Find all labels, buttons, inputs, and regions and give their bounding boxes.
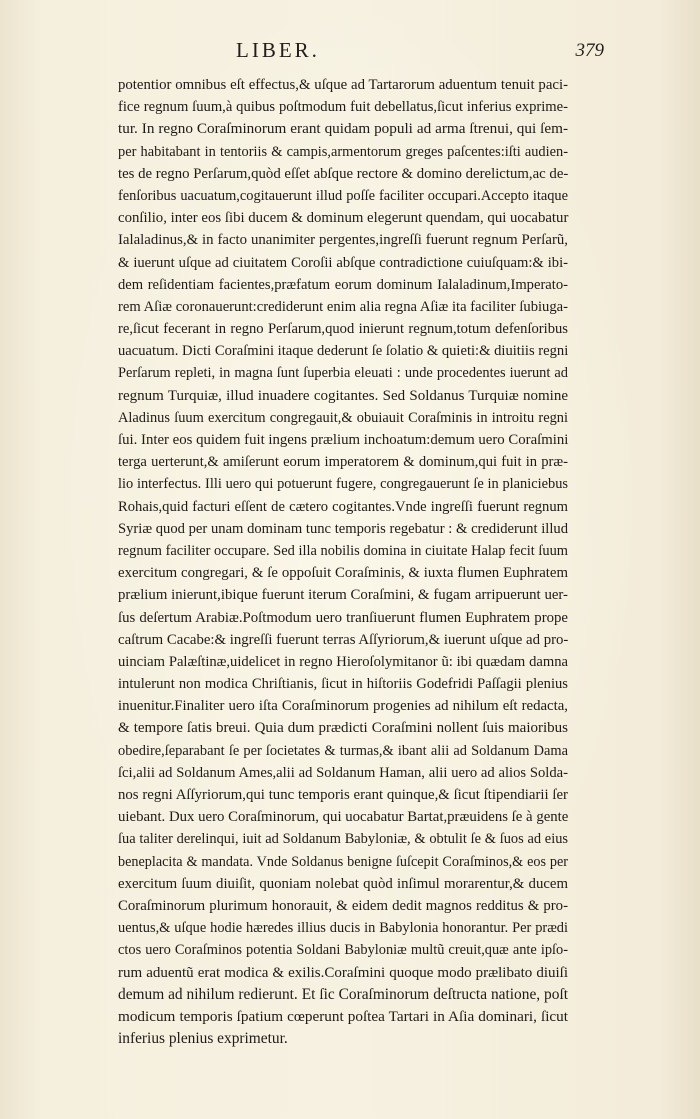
- text-line: & tempore ſatis breui. Quia dum prædicti Coraſmini nollent ſuis maioribus: [118, 720, 568, 737]
- text-line: ſua taliter derelinqui, iuit ad Soldanum Babyloniæ, & obtulit ſe & ſuos ad eius: [118, 831, 568, 848]
- text-line: regnum Turquiæ, illud inuadere cogitantes. Sed Soldanus Turquiæ nomine: [118, 387, 568, 404]
- text-line: potentior omnibus eſt effectus,& uſque ad Tartarorum aduentum tenuit paci-: [118, 77, 568, 93]
- text-line: inuenitur.Finaliter uero iſta Coraſminorum progenies ad nihilum eſt redacta,: [118, 698, 568, 715]
- text-line: conſilio, inter eos ſibi ducem & dominum elegerunt quendam, qui uocabatur: [118, 210, 569, 227]
- text-line: exercitum ſuum diuiſit, quoniam nolebat quòd inſimul morarentur,& ducem: [118, 875, 568, 892]
- text-line: re,ſicut fecerant in regno Perſarum,quod inierunt regnum,totum defenſoribus: [118, 321, 568, 338]
- text-line: ſus deſertum Arabiæ.Poſtmodum uero tranſiuerunt flumen Euphratem prope: [118, 609, 568, 626]
- text-line: terga uerterunt,& amiſerunt eorum imperatorem & dominum,qui fuit in præ-: [118, 454, 568, 471]
- text-line: Aladinus ſuum exercitum congregauit,& obuiauit Coraſminis in introitu regni: [118, 409, 568, 426]
- text-line: dem reſidentiam facientes,præfatum eorum dominum Ialaladinum,Imperato-: [118, 276, 568, 293]
- page-header: [118, 38, 604, 68]
- text-line: lio interfectus. Illi uero qui potuerunt fugere, congregauerunt ſe in planiciebus: [118, 476, 568, 493]
- text-line: tur. In regno Coraſminorum erant quidam populi ad arma ſtrenui, qui ſem-: [118, 120, 568, 138]
- text-line: obedire,ſeparabant ſe per ſocietates & turmas,& ibant alii ad Soldanum Dama: [118, 742, 568, 759]
- text-line-last: inferius plenius exprimetur.: [118, 1030, 288, 1048]
- text-line: & iuerunt uſque ad ciuitatem Coroſii abſque contradictione cuiuſquam:& ibi-: [118, 254, 568, 271]
- body-text: [118, 74, 568, 1050]
- text-line: fenſoribus uacuatum,cogitauerunt illud poſſe faciliter occupari.Accepto itaque: [118, 187, 568, 204]
- text-line: prælium inierunt,ibique fuerunt iterum Coraſmini, & fugam arripuerunt uer-: [118, 587, 568, 604]
- text-line: ſci,alii ad Soldanum Ames,alii ad Soldanum Haman, alii uero ad alios Solda-: [118, 764, 568, 781]
- text-line: uiebant. Dux uero Coraſminorum, qui uocabatur Bartat,præuidens ſe à gente: [118, 809, 569, 826]
- text-line: beneplacita & mandata. Vnde Soldanus benigne ſuſcepit Coraſminos,& eos per: [118, 853, 568, 870]
- text-line: caſtrum Cacabe:& ingreſſi fuerunt terras Aſſyriorum,& iuerunt uſque ad pro-: [118, 631, 569, 648]
- text-line: rem Aſiæ coronauerunt:crediderunt enim alia regna Aſiæ ita faciliter ſubiuga-: [118, 298, 568, 315]
- text-line: Coraſminorum plurimum honorauit, & eidem dedit magnos redditus & pro-: [118, 897, 568, 914]
- text-line: intulerunt non modica Chriſtianis, ſicut in hiſtoriis Godefridi Paſſagii plenius: [118, 676, 568, 693]
- text-line: uinciam Palæſtinæ,uidelicet in regno Hieroſolymitanor ũ: ibi quædam damna: [118, 653, 568, 670]
- text-line: tes de regno Perſarum,quòd eſſet abſque rectore & domino derelictum,ac de-: [118, 165, 569, 182]
- text-line: modicum temporis ſpatium cœperunt poſtea Tartari in Aſia dominari, ſicut: [118, 1007, 568, 1025]
- text-line: uacuatum. Dicti Coraſmini itaque dederunt ſe ſolatio & quieti:& diuitiis regni: [118, 343, 569, 360]
- text-line: rum aduentũ erat modica & exilis.Coraſmini quoque modo prælibato diuiſi: [118, 964, 568, 981]
- text-line: uentus,& uſque hodie hæredes illius ducis in Babylonia honorantur. Per prædi: [118, 920, 568, 937]
- text-line: ſui. Inter eos quidem fuit ingens prælium inchoatum:demum uero Coraſmini: [118, 432, 569, 448]
- text-line: per habitabant in tentoriis & campis,armentorum greges paſcentes:iſti audien-: [118, 143, 568, 160]
- text-line: Ialaladinus,& in facto unanimiter pergentes,ingreſſi fuerunt regnum Perſarũ,: [118, 232, 568, 249]
- text-line: ctos uero Coraſminos potentia Soldani Babyloniæ multũ creuit,quæ ante ipſo-: [118, 942, 568, 959]
- text-line: Perſarum repleti, in magna ſunt ſuperbia eleuati : unde procedentes iuerunt ad: [118, 365, 568, 382]
- text-line: regnum faciliter occupare. Sed illa nobilis domina in ciuitate Halap fecit ſuum: [118, 542, 568, 559]
- text-line: demum ad nihilum redierunt. Et ſic Coraſminorum deſtructa natione, poſt: [118, 985, 568, 1003]
- text-line: nos regni Aſſyriorum,qui tunc temporis erant quinque,& ſicut ſtipendiarii ſer: [118, 787, 568, 803]
- text-line: Rohais,quid facturi eſſent de cætero cogitantes.Vnde ingreſſi fuerunt regnum: [118, 498, 568, 515]
- text-line: exercitum congregari, & ſe oppoſuit Coraſminis, & iuxta flumen Euphratem: [118, 565, 568, 582]
- page-number: 379: [575, 40, 604, 61]
- text-line: fice regnum ſuum,à quibus poſtmodum fuit debellatus,ſicut inferius exprime-: [118, 99, 568, 116]
- text-line: Syriæ quod per unam dominam tunc temporis regebatur : & crediderunt illud: [118, 520, 568, 537]
- running-head: LIBER.: [236, 38, 320, 62]
